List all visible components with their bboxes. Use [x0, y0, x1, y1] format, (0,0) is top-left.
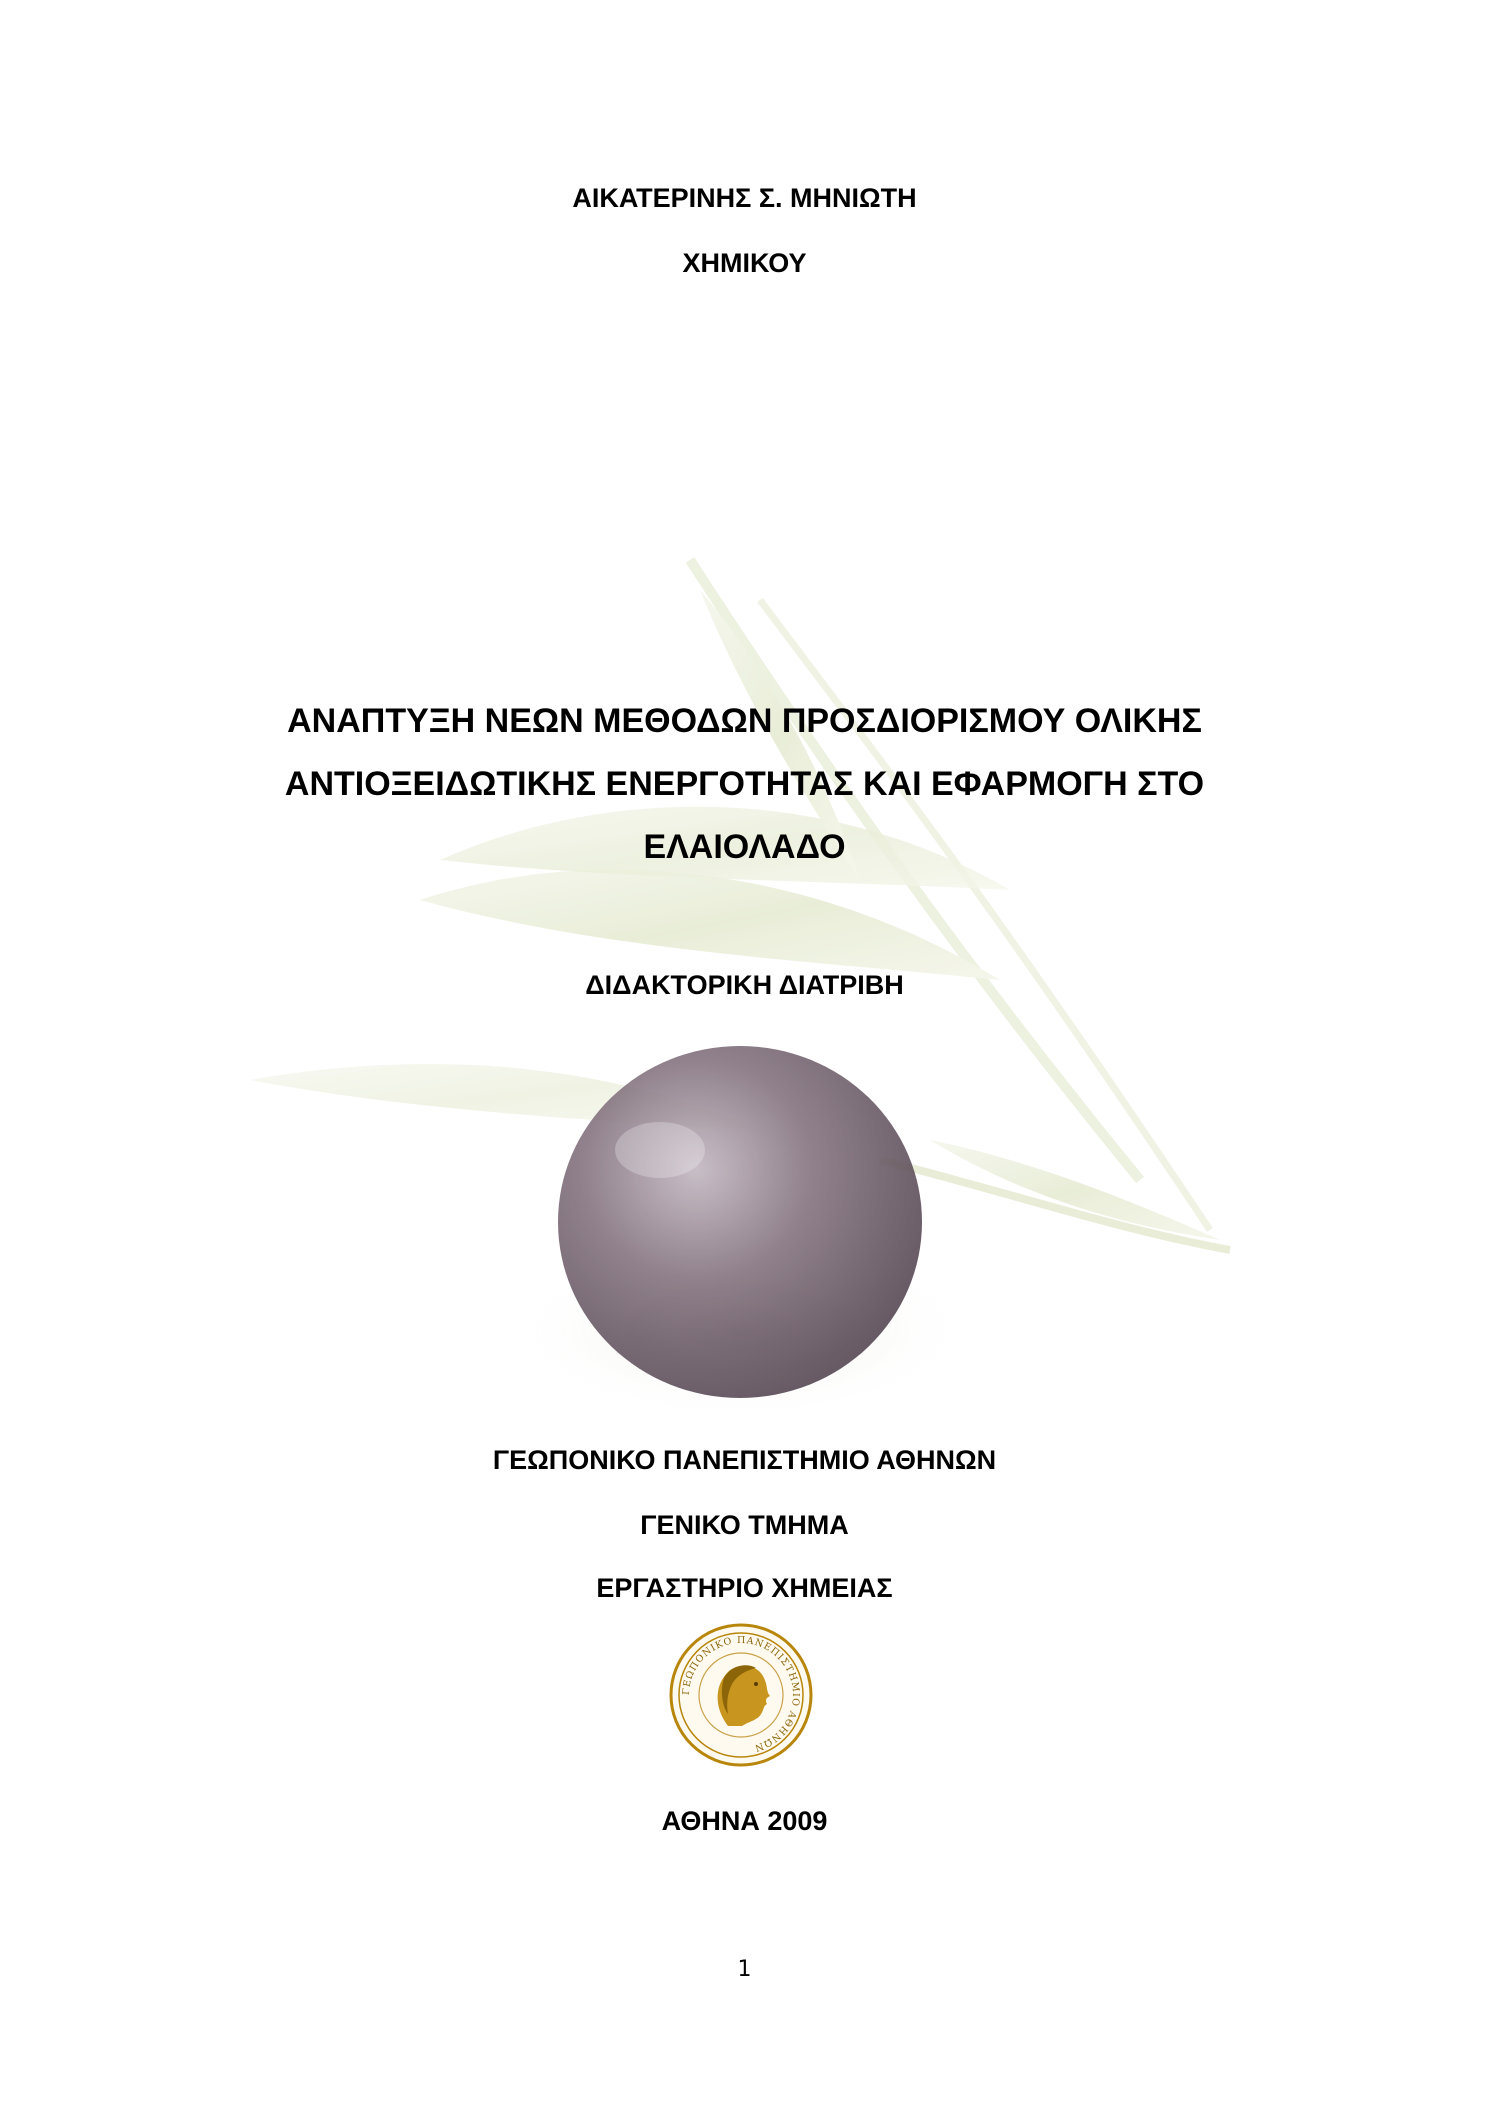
laboratory-name: ΕΡΓΑΣΤΗΡΙΟ ΧΗΜΕΙΑΣ [596, 1573, 893, 1603]
department-name: ΓΕΝΙΚΟ ΤΜΗΜΑ [640, 1510, 849, 1540]
author-name: ΑΙΚΑΤΕΡΙΝΗΣ Σ. ΜΗΝΙΩΤΗ [572, 183, 917, 213]
page-number: 1 [737, 1957, 752, 1982]
university-seal-icon [668, 1622, 814, 1768]
seal-text: ΓΕΩΠΟΝΙΚΟ ΠΑΝΕΠΙΣΤΗΜΙΟ ΑΘΗΝΩΝ [680, 1634, 802, 1754]
thesis-type: ΔΙΔΑΚΤΟΡΙΚΗ ΔΙΑΤΡΙΒΗ [585, 970, 904, 1000]
university-name: ΓΕΩΠΟΝΙΚΟ ΠΑΝΕΠΙΣΤΗΜΙΟ ΑΘΗΝΩΝ [492, 1445, 997, 1475]
thesis-title-line-2: ΑΝΤΙΟΞΕΙΔΩΤΙΚΗΣ ΕΝΕΡΓΟΤΗΤΑΣ ΚΑΙ ΕΦΑΡΜΟΓΗ ΣΤΟ [284, 765, 1205, 803]
thesis-title-line-1: ΑΝΑΠΤΥΞΗ ΝΕΩΝ ΜΕΘΟΔΩΝ ΠΡΟΣΔΙΟΡΙΣΜΟΥ ΟΛΙΚΗΣ [287, 702, 1202, 740]
place-and-year: ΑΘΗΝΑ 2009 [661, 1806, 828, 1836]
author-profession: ΧΗΜΙΚΟΥ [682, 248, 807, 278]
thesis-title-line-3: ΕΛΑΙΟΛΑΔΟ [643, 828, 846, 866]
